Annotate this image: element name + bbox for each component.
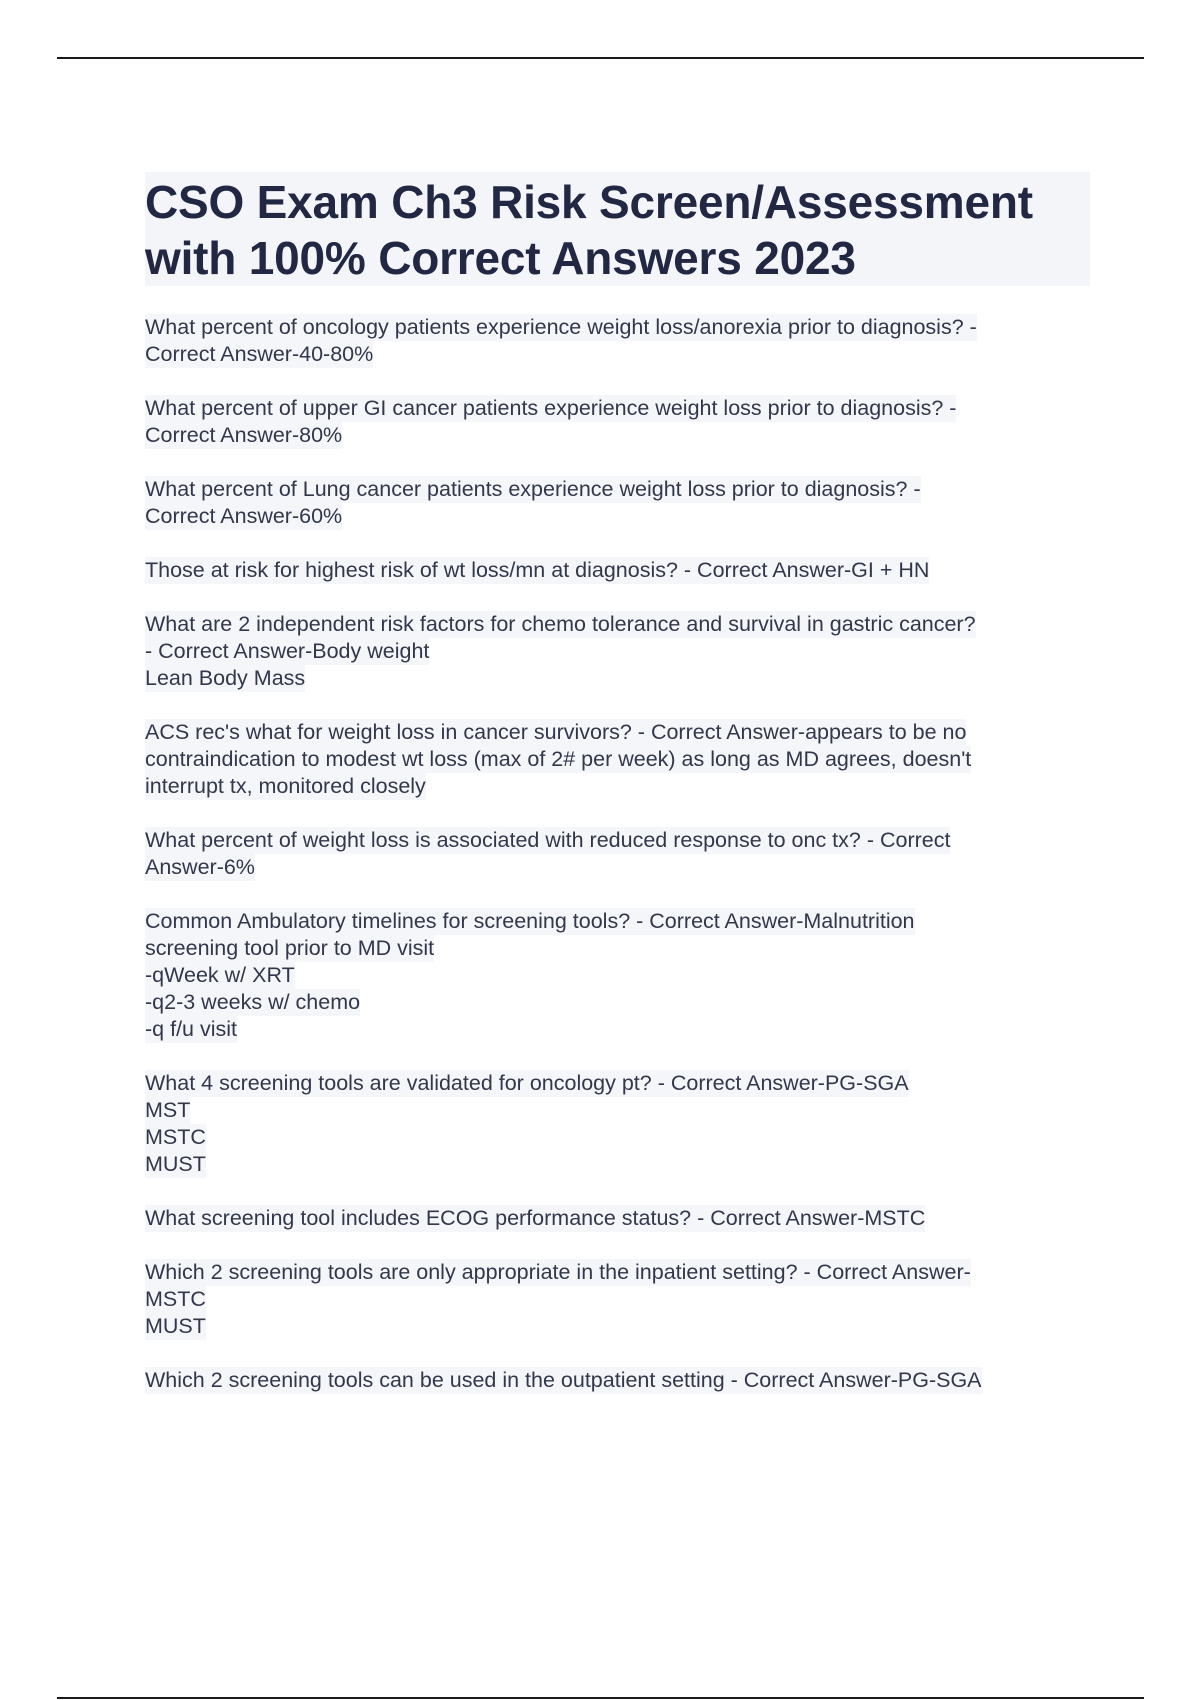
qa-line: Answer-6% — [145, 855, 255, 879]
qa-line: -qWeek w/ XRT — [145, 963, 295, 987]
qa-item — [145, 1070, 1090, 1178]
qa-item — [145, 1205, 1090, 1232]
qa-item — [145, 611, 1090, 692]
qa-line: ACS rec's what for weight loss in cancer survivors? - Correct Answer-appears to be no — [145, 720, 967, 744]
bottom-divider — [57, 1697, 1144, 1699]
qa-line: What percent of oncology patients experience weight loss/anorexia prior to diagnosis? - — [145, 315, 977, 339]
qa-line: What are 2 independent risk factors for chemo tolerance and survival in gastric cancer? — [145, 612, 976, 636]
qa-line: What percent of upper GI cancer patients experience weight loss prior to diagnosis? - — [145, 396, 957, 420]
qa-line: - Correct Answer-Body weight — [145, 639, 430, 663]
qa-line: MSTC — [145, 1287, 206, 1311]
qa-list — [145, 314, 1090, 1394]
qa-line: -q f/u visit — [145, 1017, 237, 1041]
qa-item — [145, 908, 1090, 1043]
qa-line: Common Ambulatory timelines for screening tools? - Correct Answer-Malnutrition — [145, 909, 915, 933]
qa-line: What percent of weight loss is associated with reduced response to onc tx? - Correct — [145, 828, 951, 852]
qa-item — [145, 314, 1090, 368]
qa-item — [145, 827, 1090, 881]
qa-line: Correct Answer-60% — [145, 504, 343, 528]
qa-item — [145, 1367, 1090, 1394]
document-title — [145, 172, 1090, 286]
qa-line: MST — [145, 1098, 191, 1122]
qa-line: What percent of Lung cancer patients experience weight loss prior to diagnosis? - — [145, 477, 921, 501]
title-line: with 100% Correct Answers 2023 — [145, 232, 856, 284]
qa-line: Correct Answer-40-80% — [145, 342, 374, 366]
document-body — [145, 172, 1090, 1421]
qa-line: Which 2 screening tools can be used in the outpatient setting - Correct Answer-PG-SGA — [145, 1368, 982, 1392]
qa-item — [145, 1259, 1090, 1340]
qa-line: MUST — [145, 1152, 206, 1176]
top-divider — [57, 57, 1144, 59]
qa-line: interrupt tx, monitored closely — [145, 774, 426, 798]
qa-item — [145, 719, 1090, 800]
qa-line: screening tool prior to MD visit — [145, 936, 435, 960]
qa-item — [145, 557, 1090, 584]
qa-line: What screening tool includes ECOG performance status? - Correct Answer-MSTC — [145, 1206, 926, 1230]
qa-line: Which 2 screening tools are only appropriate in the inpatient setting? - Correct Answer- — [145, 1260, 971, 1284]
qa-line: What 4 screening tools are validated for oncology pt? - Correct Answer-PG-SGA — [145, 1071, 909, 1095]
title-line: CSO Exam Ch3 Risk Screen/Assessment — [145, 176, 1033, 228]
qa-line: Those at risk for highest risk of wt loss/mn at diagnosis? - Correct Answer-GI + HN — [145, 558, 930, 582]
qa-item — [145, 476, 1090, 530]
qa-line: MSTC — [145, 1125, 206, 1149]
qa-line: contraindication to modest wt loss (max of 2# per week) as long as MD agrees, doesn't — [145, 747, 972, 771]
qa-line: Lean Body Mass — [145, 666, 306, 690]
qa-line: -q2-3 weeks w/ chemo — [145, 990, 361, 1014]
qa-line: Correct Answer-80% — [145, 423, 343, 447]
qa-line: MUST — [145, 1314, 206, 1338]
qa-item — [145, 395, 1090, 449]
